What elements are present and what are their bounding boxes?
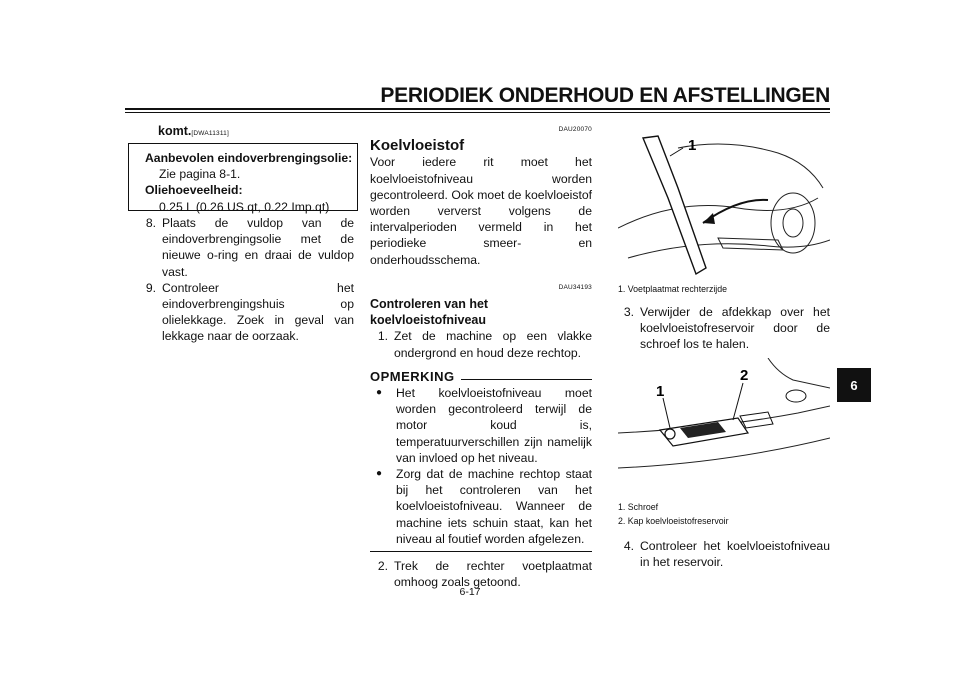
step-number: 4. xyxy=(623,539,634,553)
chapter-tab xyxy=(837,368,871,402)
step-number: 8. xyxy=(145,216,156,230)
callout-2: 2 xyxy=(740,367,749,384)
figure-caption: 1. Voetplaatmat rechterzijde xyxy=(618,284,728,294)
callout-1: 1 xyxy=(688,137,697,154)
step-9 xyxy=(128,280,354,345)
bullet-icon: ● xyxy=(376,468,383,480)
coolant-section xyxy=(370,122,592,590)
coolant-cover-illustration xyxy=(618,358,830,496)
warning-tail-text: komt. xyxy=(158,124,192,138)
figure-caption-list xyxy=(618,500,729,528)
subsection-heading: Controleren van het koelvloeistofniveau xyxy=(370,297,489,328)
note-rule xyxy=(461,379,592,380)
caption-screw: 1. Schroef xyxy=(618,502,659,512)
spec-box xyxy=(128,143,358,214)
page-number: 6-17 xyxy=(459,586,481,598)
note-bullet xyxy=(370,385,592,466)
warning-code: [DWA11311] xyxy=(191,130,229,137)
step-number: 3. xyxy=(623,305,634,319)
step-number: 9. xyxy=(145,280,156,295)
bullet-icon: ● xyxy=(376,387,383,399)
footboard-mat-illustration xyxy=(618,128,830,280)
step-text: Plaats de vuldop van de eindoverbrengingsolie met de nieuwe o-ring en draai de vuldop vast. xyxy=(162,216,354,279)
caption-cover: 2. Kap koelvloeistofreservoir xyxy=(618,516,729,526)
note-bullet xyxy=(370,466,592,547)
step-text: Verwijder de afdekkap over het koelvloeistofreservoir door de schroef los te halen. xyxy=(640,305,830,352)
oil-value: Zie pagina 8-1. xyxy=(159,167,241,182)
step-4 xyxy=(618,538,830,570)
left-steps xyxy=(128,215,354,345)
step-text: Controleer het eindoverbrengingshuis op olielekkage. Zoek in geval van lekkage naar de oorzaak. xyxy=(162,280,354,344)
step-3 xyxy=(618,304,830,353)
note-heading-text: OPMERKING xyxy=(370,368,455,384)
step-text: Controleer het koelvloeistofniveau in het reservoir. xyxy=(640,539,830,570)
note-end-rule xyxy=(370,551,592,552)
step-8 xyxy=(128,215,354,280)
note-heading xyxy=(370,369,592,385)
section-intro: Voor iedere rit moet het koelvloeistofniveau worden gecontroleerd. Ook moet de koelvloeistof worden ververst volgens de intervalperioden vermeld in het periodieke smeer- en onderhoudsschema. xyxy=(370,155,592,267)
callout-1: 1 xyxy=(656,383,665,400)
chapter-number: 6 xyxy=(850,377,858,393)
step-number: 2. xyxy=(377,559,388,574)
header-rule-thin xyxy=(125,112,830,113)
step-text: Zet de machine op een vlakke ondergrond en houd deze rechtop. xyxy=(394,329,592,360)
step-1 xyxy=(370,328,592,360)
quantity-label: Oliehoeveelheid: xyxy=(145,183,243,198)
section-code: DAU20070 xyxy=(558,126,592,133)
step-text: Trek de rechter voetplaatmat omhoog zoals getoond. xyxy=(394,559,592,590)
page-title: PERIODIEK ONDERHOUD EN AFSTELLINGEN xyxy=(380,84,830,107)
step-number: 1. xyxy=(377,329,388,344)
bullet-text: Het koelvloeistofniveau moet worden gecontroleerd terwijl de motor koud is, temperatuurverschillen zijn namelijk van invloed op het niveau. xyxy=(396,386,592,465)
quantity-value: 0.25 L (0.26 US qt, 0.22 Imp.qt) xyxy=(159,199,330,214)
warning-tail xyxy=(158,124,229,138)
subsection-code: DAU34193 xyxy=(558,283,592,291)
oil-label: Aanbevolen eindoverbrengingsolie: xyxy=(145,151,353,165)
bullet-text: Zorg dat de machine rechtop staat bij het controleren van het koelvloeistofniveau. Wanneer de machine iets schuin staat, kan het niveau al foutief worden afgelezen. xyxy=(396,467,592,546)
header-rule xyxy=(125,108,830,110)
section-heading: Koelvloeistof xyxy=(370,137,465,155)
